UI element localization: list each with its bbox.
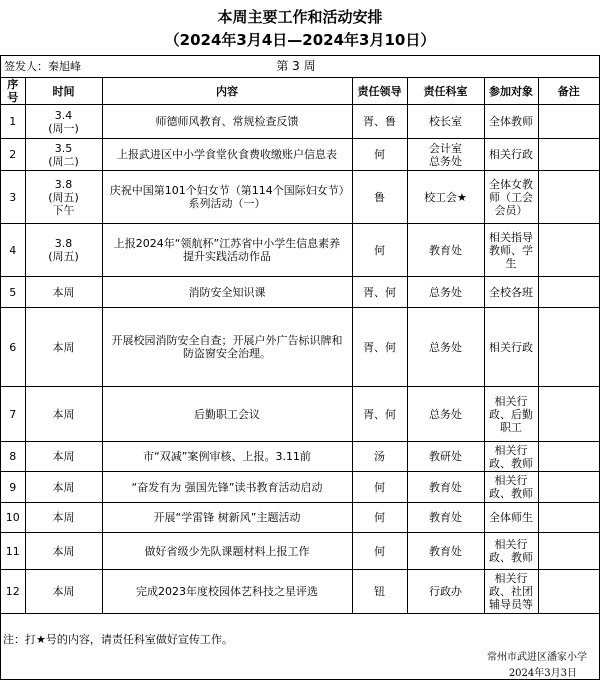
table-row (1, 503, 599, 533)
row-content: 师德师风教育、常规检查反馈 (102, 105, 352, 139)
row-leader: 何 (352, 224, 407, 277)
row-content: 开展校园消防安全自查；开展户外广告标识牌和防盗窗安全治理。 (102, 308, 352, 387)
row-dept: 校长室 (407, 105, 484, 139)
row-time: 本周 (25, 442, 102, 472)
row-participants: 相关行政 (484, 139, 538, 171)
row-content: 上报2024年“领航杯”江苏省中小学生信息素养提升实践活动作品 (102, 224, 352, 277)
row-remark (538, 308, 599, 387)
row-participants: 全体教师 (484, 105, 538, 139)
table-row (1, 224, 599, 277)
row-remark (538, 105, 599, 139)
row-time: 3.8 (周五) (25, 224, 102, 277)
week-label: 第 3 周 (276, 59, 316, 73)
footer (1, 633, 599, 679)
row-participants: 相关行政 (484, 308, 538, 387)
signer-label: 签发人：秦旭峰 (4, 60, 81, 73)
school-name: 常州市武进区潘家小学 (487, 652, 587, 663)
table-row (1, 387, 599, 442)
row-content: 庆祝中国第101个妇女节（第114个国际妇女节）系列活动（一） (102, 171, 352, 224)
row-number: 8 (1, 442, 25, 472)
row-leader: 何 (352, 472, 407, 503)
row-number: 3 (1, 171, 25, 224)
row-number: 10 (1, 503, 25, 533)
row-remark (538, 171, 599, 224)
row-dept: 教研处 (407, 442, 484, 472)
header-content: 内容 (102, 78, 352, 105)
row-number: 11 (1, 533, 25, 570)
table-row (1, 442, 599, 472)
row-content: 后勤职工会议 (102, 387, 352, 442)
header-row (1, 78, 599, 105)
row-leader: 何 (352, 533, 407, 570)
row-content: “奋发有为 强国先锋”读书教育活动启动 (102, 472, 352, 503)
row-dept: 总务处 (407, 308, 484, 387)
row-participants: 相关指导教师、学生 (484, 224, 538, 277)
row-content: 市“双减”案例审核、上报。3.11前 (102, 442, 352, 472)
row-dept: 行政办 (407, 570, 484, 614)
row-participants: 全校各班 (484, 277, 538, 308)
date-range-subtitle: （2024年3月4日—2024年3月10日） (164, 31, 436, 49)
row-dept: 教育处 (407, 472, 484, 503)
row-leader: 胥、何 (352, 277, 407, 308)
row-number: 5 (1, 277, 25, 308)
row-time: 3.8 (周五) 下午 (25, 171, 102, 224)
signer-row (1, 56, 599, 78)
row-content: 上报武进区中小学食堂伙食费收缴账户信息表 (102, 139, 352, 171)
row-dept: 总务处 (407, 277, 484, 308)
row-time: 本周 (25, 503, 102, 533)
row-participants: 全体女教师（工会会员） (484, 171, 538, 224)
header-no: 序号 (1, 78, 25, 105)
row-remark (538, 533, 599, 570)
header-leader: 责任领导 (352, 78, 407, 105)
row-content: 消防安全知识课 (102, 277, 352, 308)
header-time: 时间 (25, 78, 102, 105)
header-participants: 参加对象 (484, 78, 538, 105)
row-remark (538, 472, 599, 503)
row-content: 完成2023年度校园体艺科技之星评选 (102, 570, 352, 614)
row-participants: 相关行政、教师 (484, 472, 538, 503)
row-leader: 钮 (352, 570, 407, 614)
row-dept: 教育处 (407, 224, 484, 277)
row-number: 12 (1, 570, 25, 614)
row-number: 9 (1, 472, 25, 503)
row-number: 7 (1, 387, 25, 442)
schedule-table (1, 78, 599, 614)
page-title: 本周主要工作和活动安排 (217, 8, 383, 26)
row-content: 开展“学雷锋 树新风”主题活动 (102, 503, 352, 533)
row-time: 本周 (25, 387, 102, 442)
row-leader: 胥、何 (352, 387, 407, 442)
table-row (1, 105, 599, 139)
table-row (1, 277, 599, 308)
row-participants: 相关行政、后勤职工 (484, 387, 538, 442)
row-remark (538, 139, 599, 171)
row-number: 2 (1, 139, 25, 171)
header-remark: 备注 (538, 78, 599, 105)
row-leader: 鲁 (352, 171, 407, 224)
table-row (1, 308, 599, 387)
row-dept: 会计室 总务处 (407, 139, 484, 171)
row-participants: 相关行政、教师 (484, 533, 538, 570)
schedule-sheet (0, 55, 600, 680)
row-time: 3.4 (周一) (25, 105, 102, 139)
table-row (1, 570, 599, 614)
row-remark (538, 277, 599, 308)
row-leader: 何 (352, 139, 407, 171)
row-dept: 校工会★ (407, 171, 484, 224)
table-row (1, 533, 599, 570)
row-leader: 胥、鲁 (352, 105, 407, 139)
table-row (1, 139, 599, 171)
row-time: 本周 (25, 308, 102, 387)
row-leader: 何 (352, 503, 407, 533)
row-leader: 汤 (352, 442, 407, 472)
row-remark (538, 442, 599, 472)
row-dept: 教育处 (407, 533, 484, 570)
row-time: 3.5 (周二) (25, 139, 102, 171)
table-row (1, 472, 599, 503)
table-row (1, 171, 599, 224)
row-content: 做好省级少先队课题材料上报工作 (102, 533, 352, 570)
row-remark (538, 224, 599, 277)
row-remark (538, 387, 599, 442)
row-number: 4 (1, 224, 25, 277)
row-remark (538, 503, 599, 533)
row-remark (538, 570, 599, 614)
row-time: 本周 (25, 533, 102, 570)
row-number: 6 (1, 308, 25, 387)
row-time: 本周 (25, 570, 102, 614)
row-dept: 教育处 (407, 503, 484, 533)
footer-note: 注：打★号的内容，请责任科室做好宣传工作。 (3, 633, 233, 646)
row-participants: 全体师生 (484, 503, 538, 533)
row-leader: 胥、何 (352, 308, 407, 387)
row-number: 1 (1, 105, 25, 139)
issue-date: 2024年3月3日 (508, 668, 577, 679)
row-participants: 相关行政、社团辅导员等 (484, 570, 538, 614)
row-participants: 相关行政、教师 (484, 442, 538, 472)
row-dept: 总务处 (407, 387, 484, 442)
row-time: 本周 (25, 277, 102, 308)
header-dept: 责任科室 (407, 78, 484, 105)
row-time: 本周 (25, 472, 102, 503)
